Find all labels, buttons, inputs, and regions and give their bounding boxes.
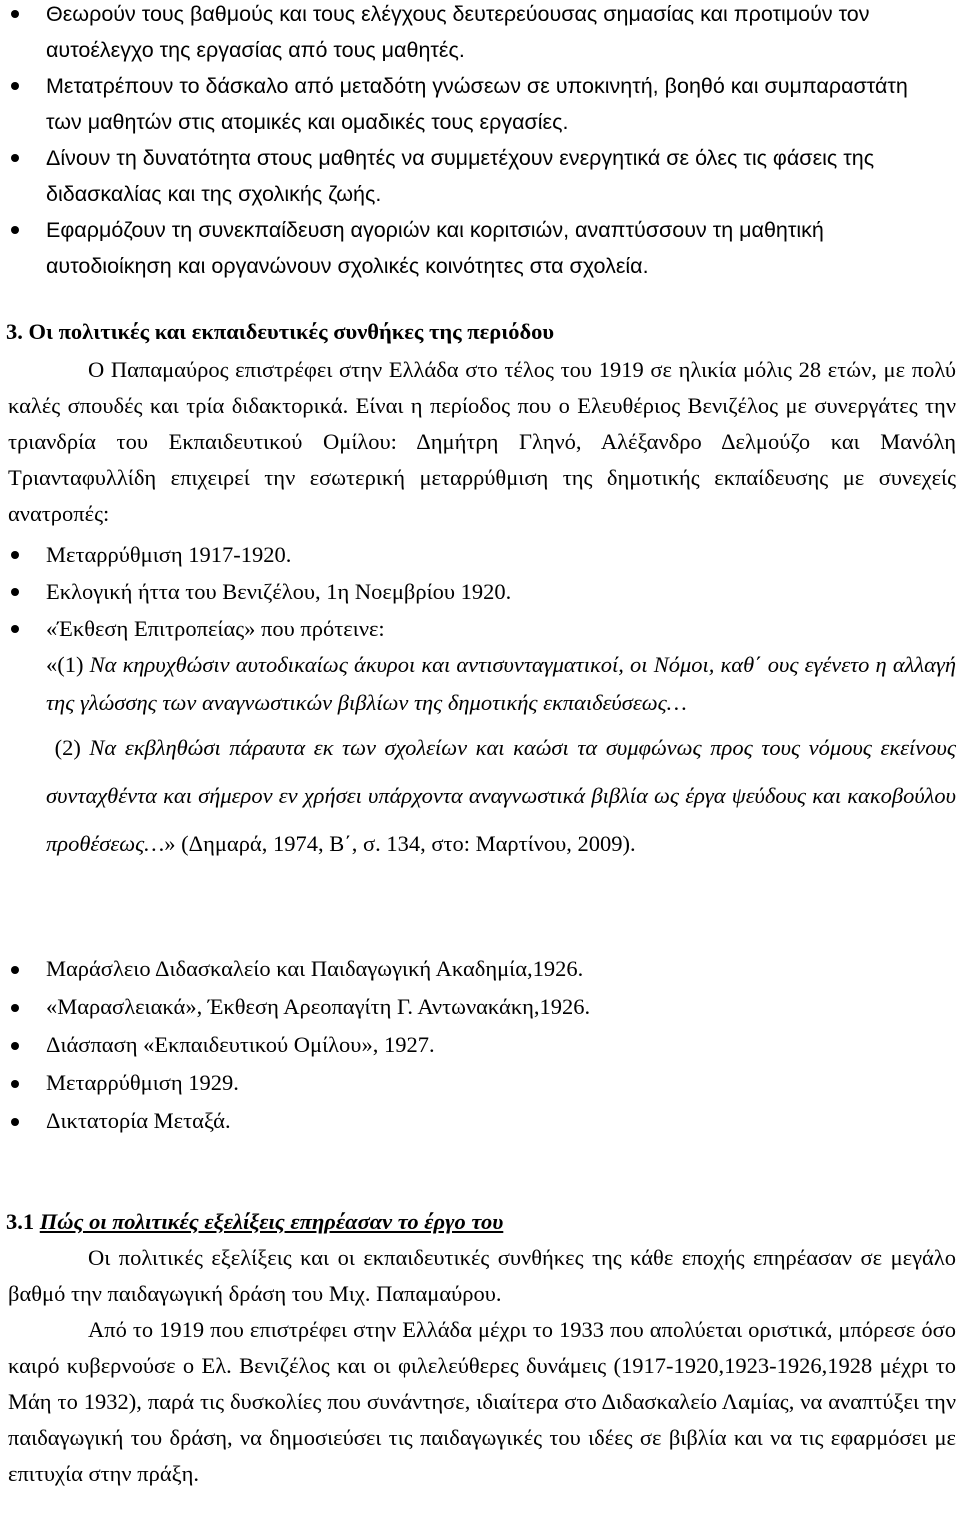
list-item: Δίνουν τη δυνατότητα στους μαθητές να συμμετέχουν ενεργητικά σε όλες τις φάσεις της διδασκαλίας και της σχολικής ζωής. [0,140,946,212]
bullet-icon [11,966,19,974]
intro-bullet-list [0,0,960,284]
bullet-icon [11,625,19,633]
bullet-icon [11,226,19,234]
committee-quote [46,646,956,868]
list-item: Εφαρμόζουν τη συνεκπαίδευση αγοριών και κοριτσιών, αναπτύσσουν τη μαθητική αυτοδιοίκηση και οργανώνουν σχολικές κοινότητες στα σχολεία. [0,212,946,284]
section-3-1-body [8,1240,956,1492]
bullet-icon [11,154,19,162]
bullet-icon [11,1118,19,1126]
bullet-icon [11,1080,19,1088]
list-item: Μεταρρύθμιση 1929. [0,1064,960,1102]
quote-point-2: (2) Να εκβληθώσι πάραυτα εκ των σχολείων και καώσι τα συμφώνως προς τους νόμους εκείνους συνταχθέντα και σήμερον εν χρήσει υπάρχοντα αναγνωστικά βιβλία ως έργα ψεύδους και κακοβούλου προθέσεως…» (Δημαρά, 1974, Β΄, σ. 134, στο: Μαρτίνου, 2009). [46,735,956,856]
events-list [0,536,960,647]
quote-point-1: «(1) Να κηρυχθώσιν αυτοδικαίως άκυροι και αντισυνταγματικοί, οι Νόμοι, καθ΄ ους εγένετο η αλλαγή της γλώσσης των αναγνωστικών βιβλίων της δημοτικής εκπαιδεύσεως… [46,652,956,715]
bullet-icon [11,10,19,18]
bullet-icon [11,1042,19,1050]
later-events-list [0,950,960,1140]
list-item: «Έκθεση Επιτροπείας» που πρότεινε: [0,610,954,647]
list-item: Διάσπαση «Εκπαιδευτικού Ομίλου», 1927. [0,1026,960,1064]
list-item: Μεταρρύθμιση 1917-1920. [0,536,954,573]
section-3-heading: 3. Οι πολιτικές και εκπαιδευτικές συνθήκες της περιόδου [6,319,555,344]
section-3-paragraph: Ο Παπαμαύρος επιστρέφει στην Ελλάδα στο τέλος του 1919 σε ηλικία μόλις 28 ετών, με πολύ καλές σπουδές και τρία διδακτορικά. Είναι η περίοδος που ο Ελευθέριος Βενιζέλος με συνεργάτες την τριανδρία του Εκπαιδευτικού Ομίλου: Δημήτρη Γληνό, Αλέξανδρο Δελμούζο και Μανόλη Τριανταφυλλίδη επιχειρεί την εσωτερική μεταρρύθμιση της δημοτικής εκπαίδευσης με συνεχείς ανατροπές: [8,357,956,526]
list-item: Μετατρέπουν το δάσκαλο από μεταδότη γνώσεων σε υποκινητή, βοηθό και συμπαραστάτη των μαθητών στις ατομικές και ομαδικές τους εργασίες. [0,68,946,140]
section-3-1-heading: 3.1 Πώς οι πολιτικές εξελίξεις επηρέασαν το έργο του [6,1209,504,1234]
list-item: Μαράσλειο Διδασκαλείο και Παιδαγωγική Ακαδημία,1926. [0,950,960,988]
section-3-1-paragraph-2: Από το 1919 που επιστρέφει στην Ελλάδα μέχρι το 1933 που απολύεται οριστικά, μπόρεσε όσο καιρό κυβερνούσε ο Ελ. Βενιζέλος και οι φιλελεύθερες δυνάμεις (1917-1920,1923-1926,1928 μέχρι το Μάη το 1932), παρά τις δυσκολίες που συνάντησε, ιδιαίτερα στο Διδασκαλείο Λαμίας, να αναπτύξει την παιδαγωγική του δράση, να δημοσιεύσει τις παιδαγωγικές του ιδέες σε βιβλία και να τις εφαρμόσει με επιτυχία στην πράξη. [8,1317,956,1486]
list-item: Θεωρούν τους βαθμούς και τους ελέγχους δευτερεύουσας σημασίας και προτιμούν τον αυτοέλεγχο της εργασίας από τους μαθητές. [0,0,946,68]
bullet-icon [11,588,19,596]
bullet-icon [11,82,19,90]
list-item: «Μαρασλειακά», Έκθεση Αρεοπαγίτη Γ. Αντωνακάκη,1926. [0,988,960,1026]
quote-citation: » (Δημαρά, 1974, Β΄, σ. 134, στο: Μαρτίνου, 2009). [164,831,636,856]
section-3-1-paragraph-1: Οι πολιτικές εξελίξεις και οι εκπαιδευτικές συνθήκες της κάθε εποχής επηρέασαν σε μεγάλο βαθμό την παιδαγωγική δράση του Μιχ. Παπαμαύρου. [8,1245,956,1306]
list-item: Εκλογική ήττα του Βενιζέλου, 1η Νοεμβρίου 1920. [0,573,954,610]
bullet-icon [11,551,19,559]
list-item: Δικτατορία Μεταξά. [0,1102,960,1140]
bullet-icon [11,1004,19,1012]
